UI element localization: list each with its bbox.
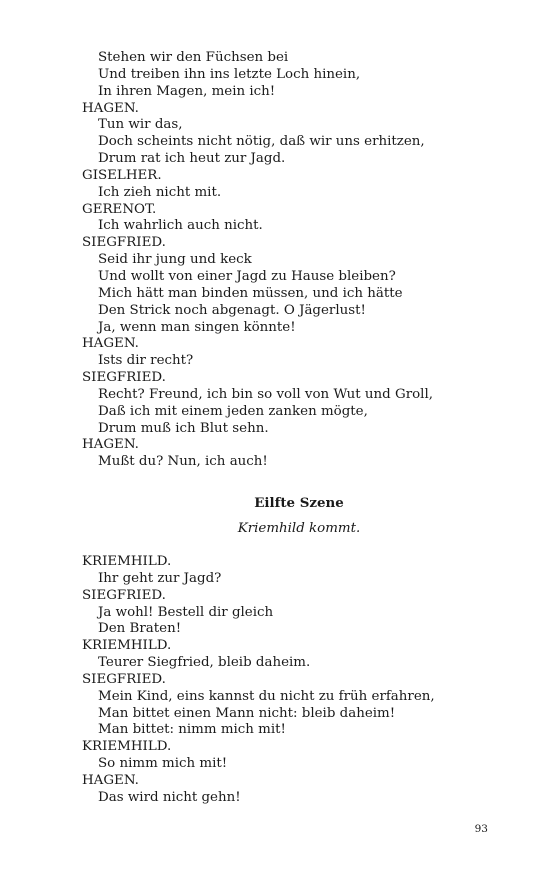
verse-line: Stehen wir den Füchsen bei bbox=[98, 50, 289, 65]
verse-line: Drum muß ich Blut sehn. bbox=[98, 420, 269, 436]
verse-line: Man bittet: nimm mich mit! bbox=[98, 722, 286, 738]
speaker-name: KRIEMHILD. bbox=[82, 638, 172, 654]
speaker-name: HAGEN. bbox=[82, 437, 139, 453]
verse-line: Ich zieh nicht mit. bbox=[98, 184, 222, 200]
verse-line: Mein Kind, eins kannst du nicht zu früh erfahren, bbox=[98, 688, 435, 704]
speaker-name: HAGEN. bbox=[82, 336, 139, 352]
verse-line: So nimm mich mit! bbox=[98, 756, 228, 772]
verse-line: In ihren Magen, mein ich! bbox=[98, 83, 276, 99]
verse-line: Doch scheints nicht nötig, daß wir uns erhitzen, bbox=[98, 134, 425, 150]
speaker-name: HAGEN. bbox=[82, 100, 139, 116]
verse-line: Teurer Siegfried, bleib daheim. bbox=[98, 655, 311, 671]
verse-line: Man bittet einen Mann nicht: bleib daheim! bbox=[98, 705, 396, 721]
verse-line: Mußt du? Nun, ich auch! bbox=[98, 454, 268, 470]
verse-line: Den Strick noch abgenagt. O Jägerlust! bbox=[98, 302, 366, 318]
verse-line: Den Braten! bbox=[98, 621, 182, 637]
verse-line: Seid ihr jung und keck bbox=[98, 252, 252, 268]
speaker-name: SIEGFRIED. bbox=[82, 235, 166, 251]
verse-line: Ja wohl! Bestell dir gleich bbox=[98, 604, 274, 620]
verse-line: Und treiben ihn ins letzte Loch hinein, bbox=[98, 66, 361, 82]
verse-line: Recht? Freund, ich bin so voll von Wut und Groll, bbox=[98, 386, 433, 402]
page-number: 93 bbox=[474, 823, 488, 835]
stage-direction: Kriemhild kommt. bbox=[237, 521, 361, 536]
verse-line: Mich hätt man binden müssen, und ich hätte bbox=[98, 285, 403, 301]
speaker-name: KRIEMHILD. bbox=[82, 739, 172, 755]
verse-line: Drum rat ich heut zur Jagd. bbox=[98, 151, 286, 167]
verse-line: Und wollt von einer Jagd zu Hause bleiben? bbox=[98, 268, 396, 284]
speaker-name: GERENOT. bbox=[82, 201, 157, 217]
verse-line: Ich wahrlich auch nicht. bbox=[98, 218, 263, 234]
verse-line: Ja, wenn man singen könnte! bbox=[98, 319, 296, 335]
scene-heading: Eilfte Szene bbox=[254, 495, 344, 511]
verse-line: Ists dir recht? bbox=[98, 353, 194, 369]
dialogue-block-bottom bbox=[82, 554, 502, 807]
dialogue-block-top bbox=[82, 50, 502, 471]
speaker-name: SIEGFRIED. bbox=[82, 671, 166, 687]
speaker-name: SIEGFRIED. bbox=[82, 370, 166, 386]
speaker-name: HAGEN. bbox=[82, 772, 139, 788]
verse-line: Tun wir das, bbox=[98, 117, 183, 133]
speaker-name: GISELHER. bbox=[82, 167, 162, 183]
speaker-name: KRIEMHILD. bbox=[82, 554, 172, 569]
speaker-name: SIEGFRIED. bbox=[82, 587, 166, 603]
verse-line: Das wird nicht gehn! bbox=[98, 789, 241, 805]
verse-line: Daß ich mit einem jeden zanken mögte, bbox=[98, 403, 368, 419]
verse-line: Ihr geht zur Jagd? bbox=[98, 570, 222, 586]
